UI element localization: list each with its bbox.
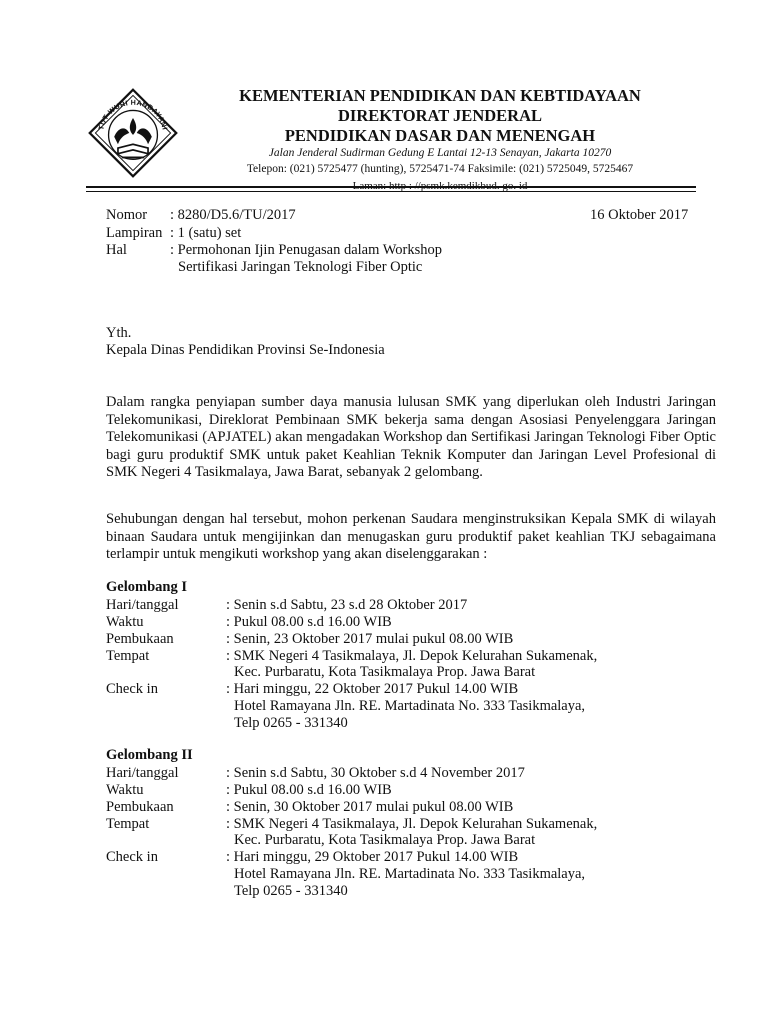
body-paragraph-1: Dalam rangka penyiapan sumber daya manusia lulusan SMK yang diperlukan oleh Industri Jaringan Telekomunikasi, Direklorat Pembinaan SMK bekerja sama dengan Asosiasi Penyelenggara Jaringan Telekomunikasi (APJATEL) akan mengadakan Workshop dan Sertifikasi Jaringan Teknologi Fiber Optic bagi guru produktif SMK untuk paket Keahlian Teknik Komputer dan Jaringan Level Profesional di SMK Negeri 4 Tasikmalaya, Jawa Barat, sebanyak 2 gelombang.	[106, 394, 716, 480]
office-address: Jalan Jenderal Sudirman Gedung E Lantai 12-13 Senayan, Jakarta 10270	[268, 147, 612, 159]
gelombang-1-checkin-value: : Hari minggu, 22 Oktober 2017 Pukul 14.00 WIB	[226, 681, 519, 697]
gelombang-2-checkin-value: : Hari minggu, 29 Oktober 2017 Pukul 14.00 WIB	[226, 849, 519, 865]
gelombang-2-tempat-value-continued: Kec. Purbaratu, Kota Tasikmalaya Prop. Jawa Barat	[234, 832, 536, 848]
office-website: Laman: http : //psmk.kemdikbud. go. id	[352, 180, 528, 192]
recipient-salutation: Yth.	[106, 325, 132, 341]
recipient-name: Kepala Dinas Pendidikan Provinsi Se-Indonesia	[106, 342, 385, 358]
logo-motto-text: TUT WURI HANDAYANI	[97, 98, 169, 131]
lampiran-label: Lampiran	[106, 225, 163, 241]
nomor-label: Nomor	[106, 207, 148, 223]
gelombang-1-tempat-value-continued: Kec. Purbaratu, Kota Tasikmalaya Prop. Jawa Barat	[234, 664, 536, 680]
gelombang-2-tempat-label: Tempat	[106, 816, 150, 832]
gelombang-2-hotel: Hotel Ramayana Jln. RE. Martadinata No. 333 Tasikmalaya,	[234, 866, 586, 882]
office-phone: Telepon: (021) 5725477 (hunting), 5725471-74 Faksimile: (021) 5725049, 5725467	[246, 163, 634, 175]
gelombang-1-hari-value: : Senin s.d Sabtu, 23 s.d 28 Oktober 2017	[226, 597, 468, 613]
gelombang-1-waktu-label: Waktu	[106, 614, 144, 630]
gelombang-1-hari-label: Hari/tanggal	[106, 597, 179, 613]
gelombang-1-waktu-value: : Pukul 08.00 s.d 16.00 WIB	[226, 614, 392, 630]
gelombang-1-pembukaan-label: Pembukaan	[106, 631, 174, 647]
gelombang-1-checkin-label: Check in	[106, 681, 158, 697]
gelombang-1-title: Gelombang I	[106, 579, 187, 595]
lampiran-value: : 1 (satu) set	[170, 225, 242, 241]
tut-wuri-handayani-logo	[86, 86, 180, 180]
gelombang-2-hari-value: : Senin s.d Sabtu, 30 Oktober s.d 4 November 2017	[226, 765, 525, 781]
gelombang-2-waktu-value: : Pukul 08.00 s.d 16.00 WIB	[226, 782, 392, 798]
letter-date: 16 Oktober 2017	[590, 207, 689, 223]
gelombang-2-checkin-label: Check in	[106, 849, 158, 865]
gelombang-2-hotel-phone: Telp 0265 - 331340	[234, 883, 348, 899]
letterhead-divider-thick	[86, 186, 696, 188]
gelombang-2-tempat-value: : SMK Negeri 4 Tasikmalaya, Jl. Depok Kelurahan Sukamenak,	[226, 816, 598, 832]
gelombang-1-hotel-phone: Telp 0265 - 331340	[234, 715, 348, 731]
gelombang-2-pembukaan-label: Pembukaan	[106, 799, 174, 815]
gelombang-1-tempat-label: Tempat	[106, 648, 150, 664]
body-paragraph-2: Sehubungan dengan hal tersebut, mohon perkenan Saudara menginstruksikan Kepala SMK di wilayah binaan Saudara untuk mengijinkan dan menugaskan guru produktif paket keahlian TKJ sebagaimana terlampir untuk mengikuti workshop yang akan diselenggarakan :	[106, 511, 716, 562]
ministry-name: KEMENTERIAN PENDIDIKAN DAN KEBTIDAYAAN	[239, 86, 641, 105]
letterhead-divider-thin	[86, 191, 696, 192]
gelombang-2-pembukaan-value: : Senin, 30 Oktober 2017 mulai pukul 08.00 WIB	[226, 799, 514, 815]
gelombang-2-hari-label: Hari/tanggal	[106, 765, 179, 781]
gelombang-1-tempat-value: : SMK Negeri 4 Tasikmalaya, Jl. Depok Kelurahan Sukamenak,	[226, 648, 598, 664]
directorate-name: DIREKTORAT JENDERAL	[337, 106, 542, 125]
nomor-value: : 8280/D5.6/TU/2017	[170, 207, 296, 223]
hal-value-continued: Sertifikasi Jaringan Teknologi Fiber Optic	[178, 259, 423, 275]
hal-label: Hal	[106, 242, 127, 258]
division-name: PENDIDIKAN DASAR DAN MENENGAH	[284, 126, 596, 145]
gelombang-2-waktu-label: Waktu	[106, 782, 144, 798]
gelombang-1-hotel: Hotel Ramayana Jln. RE. Martadinata No. 333 Tasikmalaya,	[234, 698, 586, 714]
gelombang-1-pembukaan-value: : Senin, 23 Oktober 2017 mulai pukul 08.00 WIB	[226, 631, 514, 647]
gelombang-2-title: Gelombang II	[106, 747, 193, 763]
hal-value: : Permohonan Ijin Penugasan dalam Workshop	[170, 242, 443, 258]
